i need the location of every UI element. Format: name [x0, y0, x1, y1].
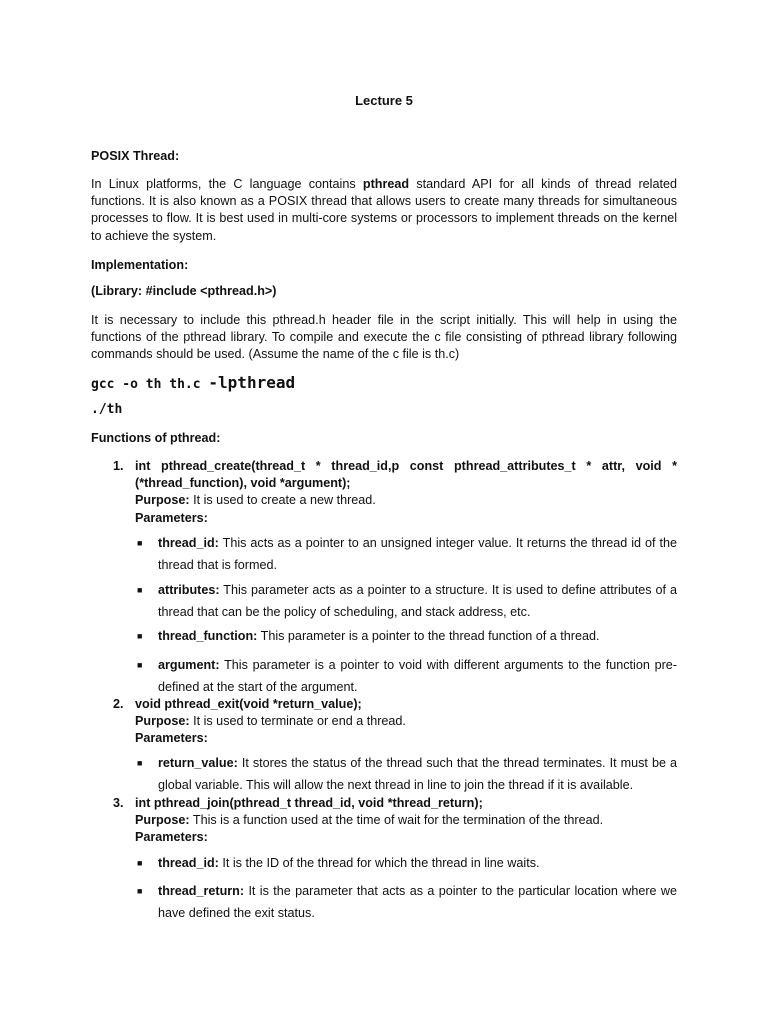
param-item: [158, 625, 677, 647]
function-signature: int pthread_join(pthread_t thread_id, void *thread_return);: [135, 796, 483, 810]
param-name: return_value:: [158, 756, 238, 770]
function-signature: void pthread_exit(void *return_value);: [135, 697, 362, 711]
param-name: thread_id:: [158, 856, 219, 870]
param-name: thread_function:: [158, 629, 258, 643]
function-number: 1.: [113, 459, 124, 473]
param-item: [158, 852, 677, 874]
bullet-icon: ■: [137, 886, 143, 896]
library-heading: (Library: #include <pthread.h>): [91, 284, 277, 298]
purpose-label: Purpose:: [135, 714, 190, 729]
section-heading-implementation: Implementation:: [91, 258, 189, 272]
param-name: argument:: [158, 658, 220, 672]
function-signature: int pthread_create(thread_t * thread_id,p const pthread_attributes_t * attr, void * (*thread_function), void *argument);: [135, 459, 677, 491]
param-item: [158, 752, 677, 796]
param-text: This parameter is a pointer to void with different arguments to the function pre-defined at the start of the argument.: [158, 658, 677, 694]
bullet-icon: ■: [137, 585, 143, 595]
bullet-icon: ■: [137, 858, 143, 868]
gcc-command-part1: gcc -o th th.c: [91, 377, 209, 392]
function-purpose: [135, 492, 677, 509]
function-block: [135, 696, 677, 748]
param-item: [158, 880, 677, 924]
param-name: attributes:: [158, 583, 220, 597]
intro-text-bold: pthread: [362, 177, 410, 191]
param-name: thread_id:: [158, 536, 219, 550]
bullet-icon: ■: [137, 538, 143, 548]
param-item: [158, 532, 677, 576]
param-item: [158, 579, 677, 623]
function-number: 3.: [113, 796, 124, 810]
bullet-icon: ■: [137, 631, 143, 641]
section-heading-posix: POSIX Thread:: [91, 149, 180, 163]
compile-paragraph: It is necessary to include this pthread.h header file in the script initially. This will help in using the functions of the pthread library. To compile and execute the c file consisting of pthread library following commands should be used. (Assume the name of the c file is th.c): [91, 313, 677, 362]
param-text: It is the ID of the thread for which the thread in line waits.: [222, 856, 540, 870]
gcc-command: [91, 373, 295, 392]
function-block: [135, 795, 677, 847]
bullet-icon: ■: [137, 758, 143, 768]
purpose-text: It is used to create a new thread.: [193, 493, 376, 508]
param-text: This parameter is a pointer to the thread function of a thread.: [260, 629, 600, 643]
parameters-label: Parameters:: [135, 830, 208, 845]
function-block: [135, 458, 677, 527]
section-heading-functions: Functions of pthread:: [91, 431, 221, 445]
intro-text-end: standard API for all kinds of thread related functions. It is also known as a POSIX thread that allows users to create many threads for simultaneous processes to flow. It is best used in multi-core systems or processors to implement threads on the kernel to achieve the system.: [91, 177, 677, 243]
function-purpose: [135, 713, 677, 730]
param-item: [158, 654, 677, 698]
param-text: This acts as a pointer to an unsigned integer value. It returns the thread id of the thread that is formed.: [158, 536, 677, 572]
intro-paragraph: [91, 176, 677, 245]
run-command: ./th: [91, 402, 123, 417]
param-name: thread_return:: [158, 884, 245, 898]
bullet-icon: ■: [137, 660, 143, 670]
param-text: This parameter acts as a pointer to a structure. It is used to define attributes of a thread that can be the policy of scheduling, and stack address, etc.: [158, 583, 677, 619]
param-text: It is the parameter that acts as a pointer to the particular location where we have defined the exit status.: [158, 884, 677, 920]
purpose-label: Purpose:: [135, 493, 190, 508]
intro-text-start: In Linux platforms, the C language contains: [91, 177, 363, 191]
function-number: 2.: [113, 697, 124, 711]
purpose-text: This is a function used at the time of wait for the termination of the thread.: [192, 813, 604, 828]
function-purpose: [135, 812, 677, 829]
purpose-text: It is used to terminate or end a thread.: [193, 714, 406, 729]
purpose-label: Purpose:: [135, 813, 190, 828]
parameters-label: Parameters:: [135, 510, 208, 525]
parameters-label: Parameters:: [135, 731, 208, 746]
param-text: It stores the status of the thread such that the thread terminates. It must be a global variable. This will allow the next thread in line to join the thread if it is available.: [158, 756, 677, 792]
page-title: Lecture 5: [355, 93, 413, 108]
gcc-command-part2: -lpthread: [208, 373, 296, 392]
